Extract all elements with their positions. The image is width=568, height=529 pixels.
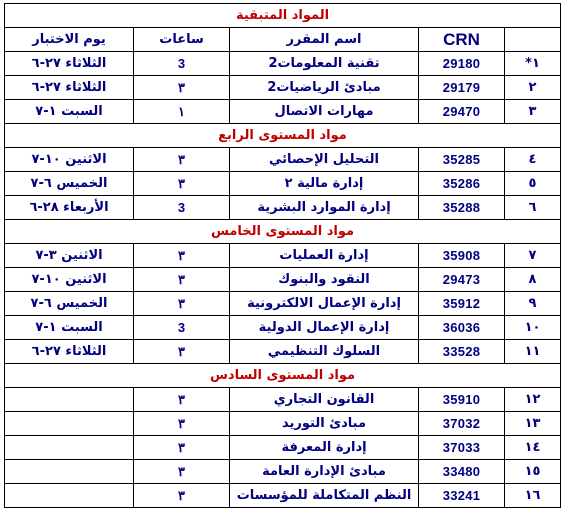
- course-name-cell: إدارة العمليات: [230, 244, 419, 268]
- section-title-row: [5, 4, 561, 28]
- exam-day-cell: السبت ١-٧: [5, 100, 134, 124]
- row-index: ١٢: [505, 388, 561, 412]
- exam-day-cell: [5, 436, 134, 460]
- exam-day-cell: الاثنين ١٠-٧: [5, 148, 134, 172]
- course-name-cell: النظم المتكاملة للمؤسسات: [230, 484, 419, 508]
- hours-cell: 3: [134, 316, 230, 340]
- course-name-cell: السلوك التنظيمي: [230, 340, 419, 364]
- schedule-body: [5, 4, 561, 508]
- exam-day-cell: [5, 460, 134, 484]
- exam-day-cell: الأربعاء ٢٨-٦: [5, 196, 134, 220]
- course-name-cell: إدارة الموارد البشرية: [230, 196, 419, 220]
- exam-day-cell: الخميس ٦-٧: [5, 172, 134, 196]
- hours-cell: ٣: [134, 292, 230, 316]
- course-row: [5, 196, 561, 220]
- row-index: ١٣: [505, 412, 561, 436]
- course-row: [5, 316, 561, 340]
- row-index: ٣: [505, 100, 561, 124]
- header-crn: CRN: [419, 28, 505, 52]
- row-index: ٤: [505, 148, 561, 172]
- exam-day-cell: الاثنين ١٠-٧: [5, 268, 134, 292]
- row-index: ٨: [505, 268, 561, 292]
- course-row: [5, 484, 561, 508]
- section-title-row: [5, 220, 561, 244]
- row-index: ١١: [505, 340, 561, 364]
- course-row: [5, 412, 561, 436]
- course-name-cell: مبادئ الإدارة العامة: [230, 460, 419, 484]
- hours-cell: ٣: [134, 412, 230, 436]
- course-name-cell: إدارة الإعمال الالكترونية: [230, 292, 419, 316]
- hours-cell: 3: [134, 196, 230, 220]
- hours-cell: ٣: [134, 244, 230, 268]
- crn-cell: 29179: [419, 76, 505, 100]
- course-name-cell: إدارة مالية ٢: [230, 172, 419, 196]
- course-row: [5, 76, 561, 100]
- row-index: ٩: [505, 292, 561, 316]
- course-row: [5, 460, 561, 484]
- course-name-cell: مبادئ التوريد: [230, 412, 419, 436]
- course-row: [5, 172, 561, 196]
- crn-cell: 33241: [419, 484, 505, 508]
- exam-day-cell: الثلاثاء ٢٧-٦: [5, 76, 134, 100]
- exam-day-cell: الثلاثاء ٢٧-٦: [5, 340, 134, 364]
- row-index: ١٦: [505, 484, 561, 508]
- crn-cell: 35912: [419, 292, 505, 316]
- crn-cell: 29180: [419, 52, 505, 76]
- row-index: ٦: [505, 196, 561, 220]
- course-row: [5, 52, 561, 76]
- crn-cell: 29470: [419, 100, 505, 124]
- course-row: [5, 268, 561, 292]
- section-title: مواد المستوى الرابع: [5, 124, 561, 148]
- crn-cell: 37033: [419, 436, 505, 460]
- row-index: ٥: [505, 172, 561, 196]
- header-index: [505, 28, 561, 52]
- crn-cell: 35286: [419, 172, 505, 196]
- crn-cell: 37032: [419, 412, 505, 436]
- header-exam-day: يوم الاختبار: [5, 28, 134, 52]
- course-row: [5, 388, 561, 412]
- hours-cell: ٣: [134, 460, 230, 484]
- section-title-row: [5, 364, 561, 388]
- course-name-cell: تقنية المعلومات2: [230, 52, 419, 76]
- exam-day-cell: الخميس ٦-٧: [5, 292, 134, 316]
- crn-cell: 35285: [419, 148, 505, 172]
- hours-cell: ٣: [134, 436, 230, 460]
- hours-cell: ٣: [134, 268, 230, 292]
- course-name-cell: القانون التجاري: [230, 388, 419, 412]
- course-row: [5, 340, 561, 364]
- section-title: المواد المتبقية: [5, 4, 561, 28]
- row-index: ١٥: [505, 460, 561, 484]
- header-hours: ساعات: [134, 28, 230, 52]
- row-index: ١*: [505, 52, 561, 76]
- hours-cell: ٣: [134, 76, 230, 100]
- exam-day-cell: [5, 388, 134, 412]
- course-row: [5, 100, 561, 124]
- exam-day-cell: [5, 412, 134, 436]
- hours-cell: ٣: [134, 148, 230, 172]
- hours-cell: ١: [134, 100, 230, 124]
- exam-day-cell: الثلاثاء ٢٧-٦: [5, 52, 134, 76]
- crn-cell: 35288: [419, 196, 505, 220]
- course-name-cell: مهارات الاتصال: [230, 100, 419, 124]
- hours-cell: ٣: [134, 172, 230, 196]
- row-index: ١٠: [505, 316, 561, 340]
- course-name-cell: التحليل الإحصائي: [230, 148, 419, 172]
- course-name-cell: مبادئ الرياضيات2: [230, 76, 419, 100]
- section-title: مواد المستوى السادس: [5, 364, 561, 388]
- exam-day-cell: السبت ١-٧: [5, 316, 134, 340]
- row-index: ٢: [505, 76, 561, 100]
- section-title-row: [5, 124, 561, 148]
- hours-cell: ٣: [134, 388, 230, 412]
- course-row: [5, 244, 561, 268]
- row-index: ١٤: [505, 436, 561, 460]
- course-row: [5, 148, 561, 172]
- hours-cell: ٣: [134, 340, 230, 364]
- row-index: ٧: [505, 244, 561, 268]
- column-header-row: [5, 28, 561, 52]
- crn-cell: 33480: [419, 460, 505, 484]
- exam-day-cell: الاثنين ٣-٧: [5, 244, 134, 268]
- course-schedule-table: [4, 3, 561, 508]
- hours-cell: 3: [134, 52, 230, 76]
- course-name-cell: النقود والبنوك: [230, 268, 419, 292]
- hours-cell: ٣: [134, 484, 230, 508]
- header-course-name: اسم المقرر: [230, 28, 419, 52]
- crn-cell: 29473: [419, 268, 505, 292]
- exam-day-cell: [5, 484, 134, 508]
- crn-cell: 35908: [419, 244, 505, 268]
- course-row: [5, 436, 561, 460]
- section-title: مواد المستوى الخامس: [5, 220, 561, 244]
- course-name-cell: إدارة الإعمال الدولية: [230, 316, 419, 340]
- course-name-cell: إدارة المعرفة: [230, 436, 419, 460]
- crn-cell: 33528: [419, 340, 505, 364]
- crn-cell: 35910: [419, 388, 505, 412]
- crn-cell: 36036: [419, 316, 505, 340]
- course-row: [5, 292, 561, 316]
- schedule-page: [4, 3, 560, 508]
